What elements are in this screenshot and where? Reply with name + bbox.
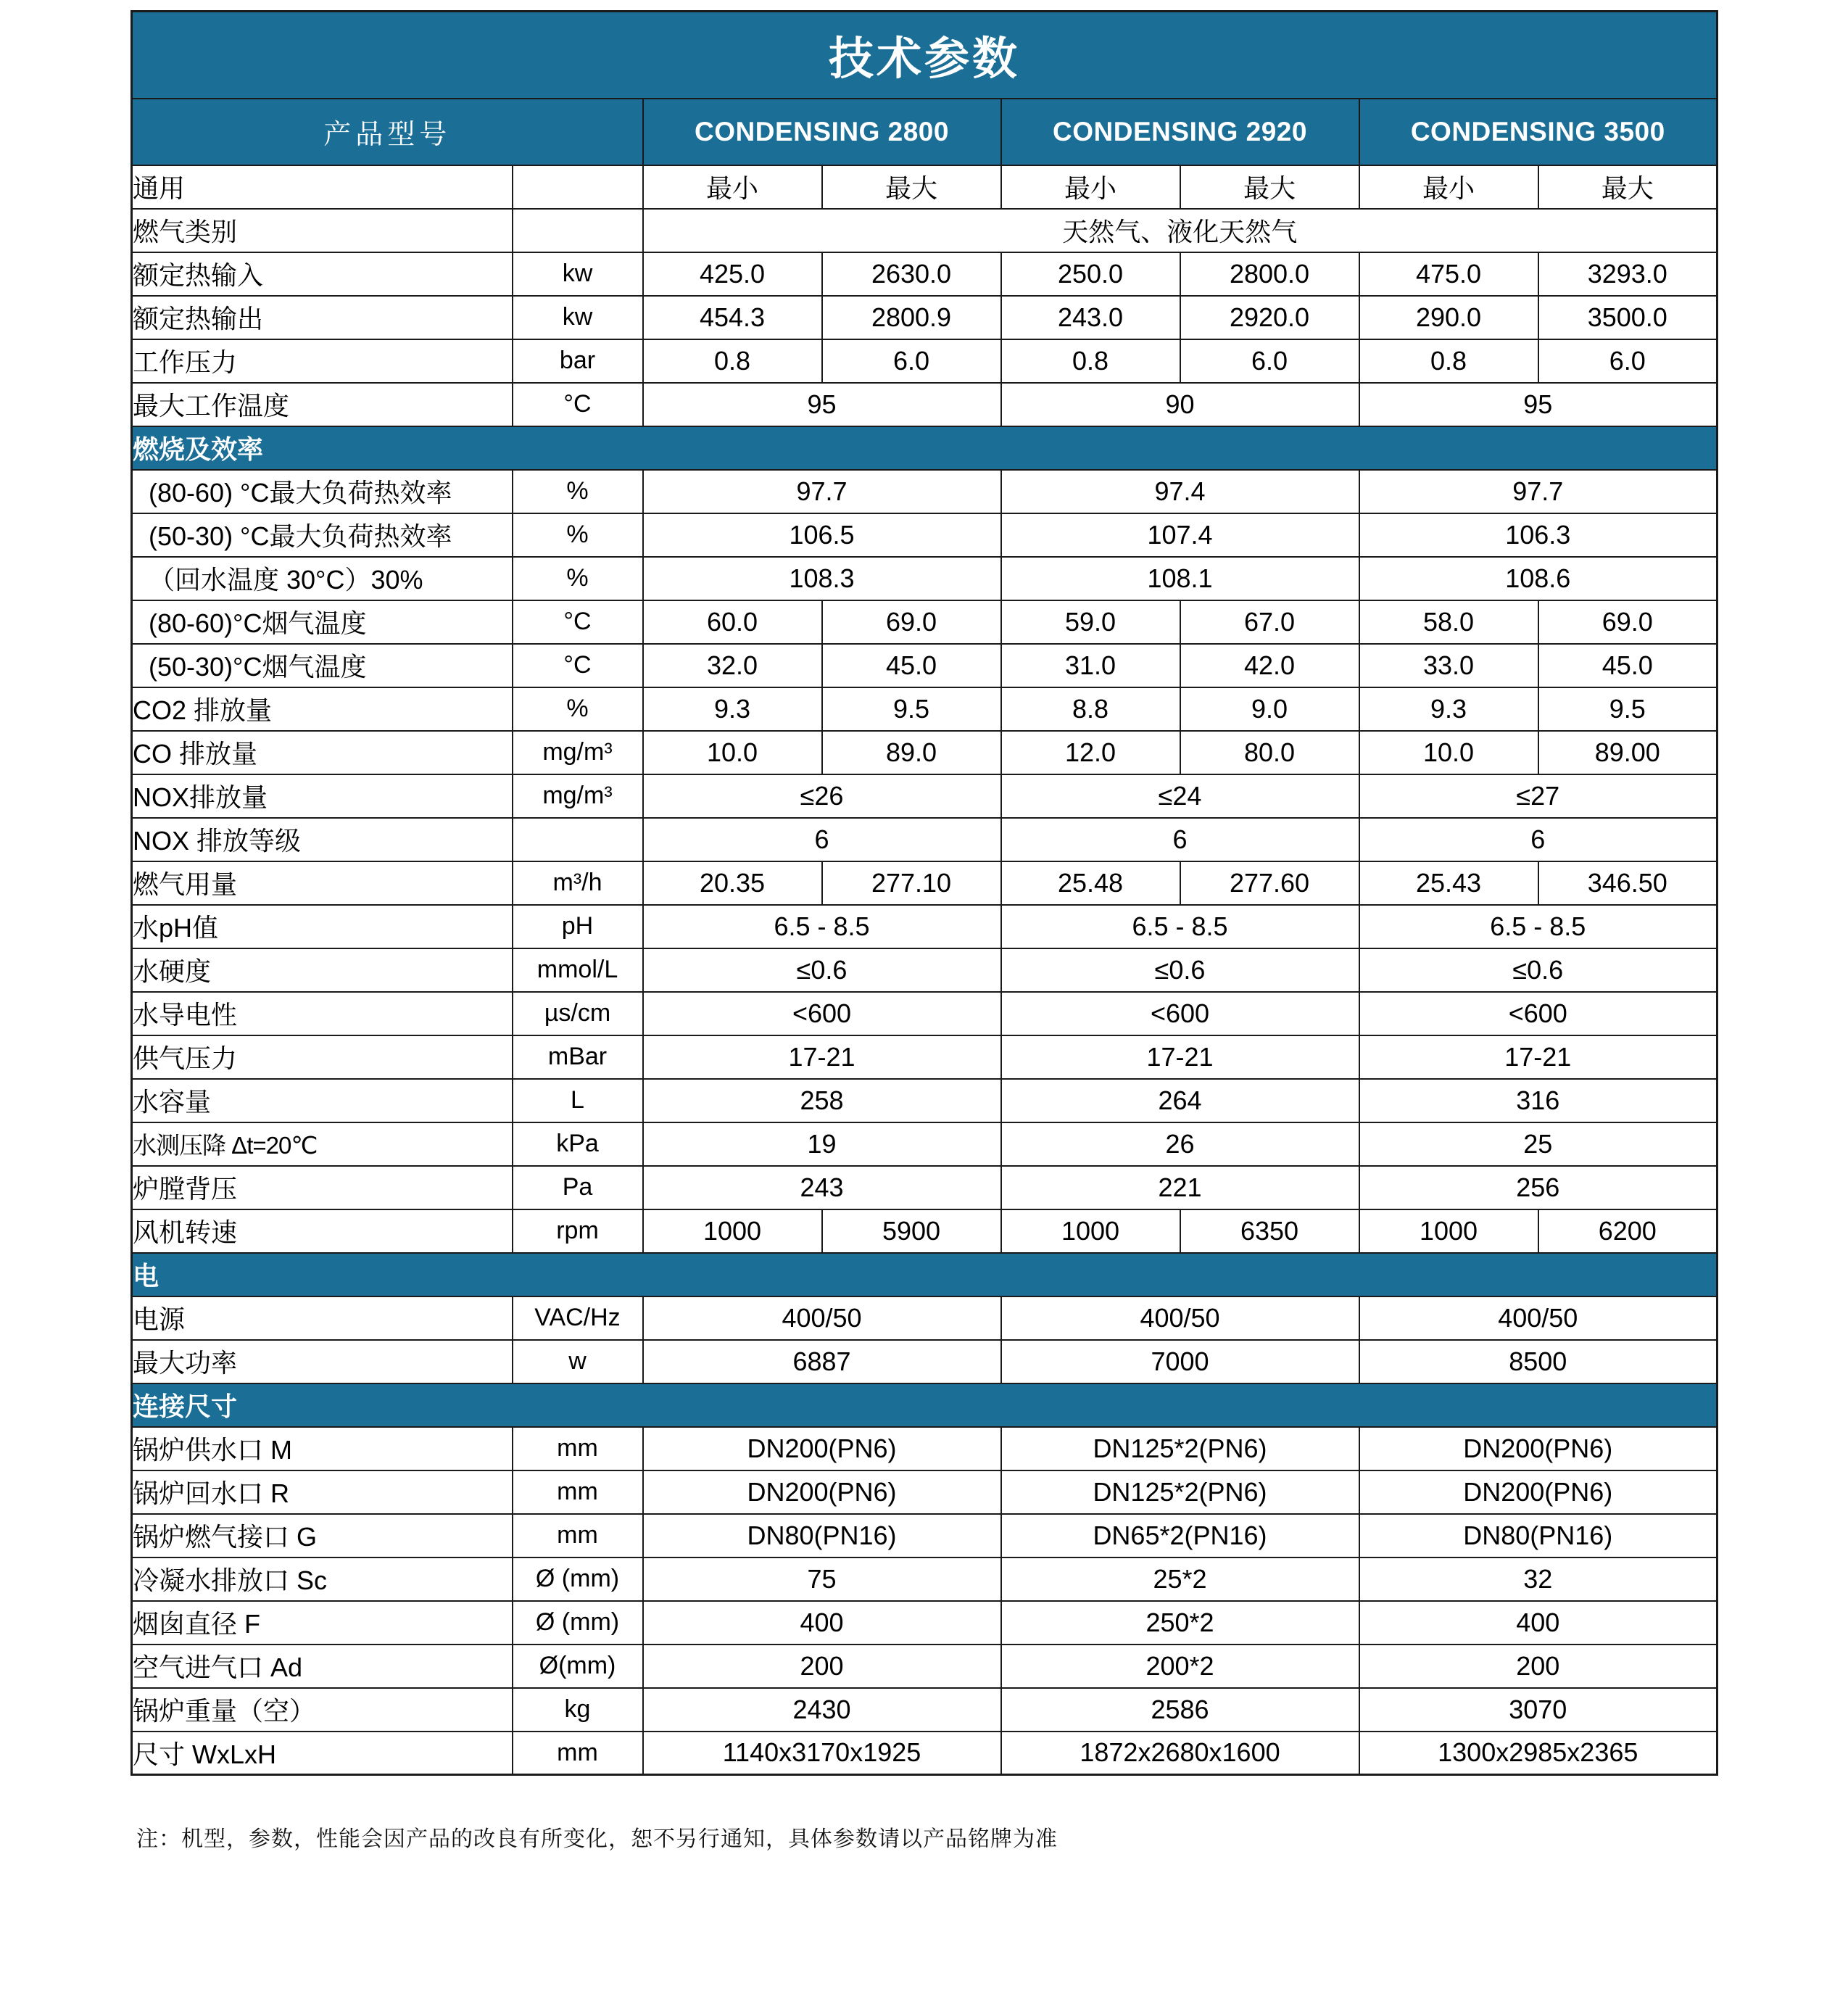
row-label: 烟囱直径 F	[132, 1601, 513, 1645]
row-value: 6	[1359, 818, 1718, 861]
row-value: 475.0	[1359, 252, 1538, 296]
row-unit: kg	[513, 1688, 643, 1732]
row-value: 277.10	[822, 861, 1001, 905]
row-value: 107.4	[1001, 513, 1359, 557]
row-value: 9.5	[822, 687, 1001, 731]
header-row-label: 产品型号	[132, 99, 643, 165]
row-value: 0.8	[1001, 339, 1180, 383]
row-value: 20.35	[643, 861, 822, 905]
row-value: 最大	[1180, 165, 1359, 209]
row-value: 6.0	[1180, 339, 1359, 383]
row-value: DN200(PN6)	[1359, 1470, 1718, 1514]
row-value: 5900	[822, 1209, 1001, 1253]
row-value: <600	[1359, 992, 1718, 1035]
row-label: 风机转速	[132, 1209, 513, 1253]
row-value: 42.0	[1180, 644, 1359, 687]
table-row	[132, 470, 1718, 513]
row-value: DN200(PN6)	[643, 1470, 1001, 1514]
row-unit: m³/h	[513, 861, 643, 905]
row-value: 2920.0	[1180, 296, 1359, 339]
table-row	[132, 1296, 1718, 1340]
row-value: 75	[643, 1557, 1001, 1601]
row-value: 2800.0	[1180, 252, 1359, 296]
model-header-1: CONDENSING 2800	[643, 99, 1001, 165]
row-value: 454.3	[643, 296, 822, 339]
row-value: 26	[1001, 1122, 1359, 1166]
row-unit: mm	[513, 1470, 643, 1514]
row-unit	[513, 818, 643, 861]
row-value: 2430	[643, 1688, 1001, 1732]
row-value: 25*2	[1001, 1557, 1359, 1601]
row-value: 200	[643, 1645, 1001, 1688]
row-value: 200*2	[1001, 1645, 1359, 1688]
technical-parameters-table	[130, 10, 1718, 1776]
row-value: 69.0	[822, 600, 1001, 644]
row-value: 9.3	[1359, 687, 1538, 731]
row-label: 锅炉燃气接口 G	[132, 1514, 513, 1557]
table-row	[132, 1340, 1718, 1383]
table-row	[132, 1209, 1718, 1253]
table-row	[132, 209, 1718, 252]
row-value: ≤24	[1001, 774, 1359, 818]
row-value: 59.0	[1001, 600, 1180, 644]
row-value: 400/50	[1359, 1296, 1718, 1340]
row-value: 290.0	[1359, 296, 1538, 339]
row-unit: mg/m³	[513, 774, 643, 818]
title-row	[132, 12, 1718, 99]
row-label: 锅炉供水口 M	[132, 1427, 513, 1470]
row-unit: mm	[513, 1514, 643, 1557]
table-row	[132, 992, 1718, 1035]
section-header-row	[132, 1383, 1718, 1427]
row-value: 2630.0	[822, 252, 1001, 296]
table-row	[132, 557, 1718, 600]
table-row	[132, 296, 1718, 339]
row-value: 250*2	[1001, 1601, 1359, 1645]
row-value: 106.5	[643, 513, 1001, 557]
row-value: 258	[643, 1079, 1001, 1122]
row-value: 25	[1359, 1122, 1718, 1166]
row-value: ≤0.6	[1359, 948, 1718, 992]
row-value: 3070	[1359, 1688, 1718, 1732]
row-unit: mg/m³	[513, 731, 643, 774]
row-unit: mm	[513, 1732, 643, 1775]
row-unit: Pa	[513, 1166, 643, 1209]
row-unit: %	[513, 557, 643, 600]
table-row	[132, 1079, 1718, 1122]
row-value: 1140x3170x1925	[643, 1732, 1001, 1775]
row-value: 400	[643, 1601, 1001, 1645]
row-label: 锅炉重量（空）	[132, 1688, 513, 1732]
row-label: 最大工作温度	[132, 383, 513, 426]
row-value: 45.0	[822, 644, 1001, 687]
row-value: 最小	[643, 165, 822, 209]
row-value: 9.0	[1180, 687, 1359, 731]
row-value: 2800.9	[822, 296, 1001, 339]
table-row	[132, 1601, 1718, 1645]
row-label: 水导电性	[132, 992, 513, 1035]
row-label: CO 排放量	[132, 731, 513, 774]
section-title: 连接尺寸	[132, 1383, 1718, 1427]
row-value: 60.0	[643, 600, 822, 644]
table-row	[132, 1470, 1718, 1514]
row-value: 6	[643, 818, 1001, 861]
row-value: 346.50	[1538, 861, 1718, 905]
section-header-row	[132, 426, 1718, 470]
row-value: 243	[643, 1166, 1001, 1209]
row-value: 243.0	[1001, 296, 1180, 339]
row-label: 锅炉回水口 R	[132, 1470, 513, 1514]
row-unit	[513, 165, 643, 209]
model-header-2: CONDENSING 2920	[1001, 99, 1359, 165]
row-value: 31.0	[1001, 644, 1180, 687]
table-row	[132, 383, 1718, 426]
row-value: <600	[1001, 992, 1359, 1035]
row-value: 89.0	[822, 731, 1001, 774]
table-row	[132, 252, 1718, 296]
row-value: 25.48	[1001, 861, 1180, 905]
row-label: 冷凝水排放口 Sc	[132, 1557, 513, 1601]
table-row	[132, 644, 1718, 687]
table-row	[132, 1732, 1718, 1775]
table-row	[132, 1688, 1718, 1732]
row-value: 19	[643, 1122, 1001, 1166]
row-unit: kPa	[513, 1122, 643, 1166]
model-header-row	[132, 99, 1718, 165]
row-label: (80-60)°C烟气温度	[132, 600, 513, 644]
row-value: 0.8	[643, 339, 822, 383]
row-value: 最小	[1001, 165, 1180, 209]
row-value: 58.0	[1359, 600, 1538, 644]
row-value: 9.3	[643, 687, 822, 731]
row-label: 尺寸 WxLxH	[132, 1732, 513, 1775]
row-value: 8.8	[1001, 687, 1180, 731]
row-value: 17-21	[1001, 1035, 1359, 1079]
row-value: 264	[1001, 1079, 1359, 1122]
row-unit: °C	[513, 600, 643, 644]
row-value: 33.0	[1359, 644, 1538, 687]
row-label: NOX 排放等级	[132, 818, 513, 861]
row-unit: %	[513, 687, 643, 731]
row-value: 6.5 - 8.5	[1359, 905, 1718, 948]
page-title: 技术参数	[132, 12, 1718, 99]
row-label: 炉膛背压	[132, 1166, 513, 1209]
row-value: 277.60	[1180, 861, 1359, 905]
table-row	[132, 687, 1718, 731]
row-value: 10.0	[643, 731, 822, 774]
row-value: 221	[1001, 1166, 1359, 1209]
row-label: 水测压降 Δt=20℃	[132, 1122, 513, 1166]
table-row	[132, 818, 1718, 861]
row-value: 108.3	[643, 557, 1001, 600]
row-value: 12.0	[1001, 731, 1180, 774]
table-row	[132, 1427, 1718, 1470]
row-value: 95	[1359, 383, 1718, 426]
table-row	[132, 600, 1718, 644]
row-value: 1872x2680x1600	[1001, 1732, 1359, 1775]
table-row	[132, 1645, 1718, 1688]
row-label: （回水温度 30°C）30%	[132, 557, 513, 600]
row-value: DN80(PN16)	[1359, 1514, 1718, 1557]
row-value: 250.0	[1001, 252, 1180, 296]
table-row	[132, 339, 1718, 383]
row-value: 106.3	[1359, 513, 1718, 557]
row-label: (80-60) °C最大负荷热效率	[132, 470, 513, 513]
row-value: DN125*2(PN6)	[1001, 1427, 1359, 1470]
row-value: 45.0	[1538, 644, 1718, 687]
row-value: DN125*2(PN6)	[1001, 1470, 1359, 1514]
row-value: 17-21	[1359, 1035, 1718, 1079]
table-row	[132, 1122, 1718, 1166]
row-value: 95	[643, 383, 1001, 426]
row-value: 0.8	[1359, 339, 1538, 383]
row-unit	[513, 209, 643, 252]
row-value: 200	[1359, 1645, 1718, 1688]
row-value: 97.7	[1359, 470, 1718, 513]
row-unit: Ø(mm)	[513, 1645, 643, 1688]
row-label: (50-30) °C最大负荷热效率	[132, 513, 513, 557]
section-title: 电	[132, 1253, 1718, 1296]
row-label: 供气压力	[132, 1035, 513, 1079]
row-value: 400/50	[1001, 1296, 1359, 1340]
row-unit: %	[513, 470, 643, 513]
row-value: ≤26	[643, 774, 1001, 818]
row-value: DN80(PN16)	[643, 1514, 1001, 1557]
row-unit: µs/cm	[513, 992, 643, 1035]
table-row	[132, 1514, 1718, 1557]
table-row	[132, 1035, 1718, 1079]
table-row	[132, 731, 1718, 774]
row-value: 8500	[1359, 1340, 1718, 1383]
row-value: 6	[1001, 818, 1359, 861]
row-unit: Ø (mm)	[513, 1601, 643, 1645]
row-value: 89.00	[1538, 731, 1718, 774]
row-value: 256	[1359, 1166, 1718, 1209]
row-value: 6350	[1180, 1209, 1359, 1253]
row-unit: rpm	[513, 1209, 643, 1253]
row-value: 6.0	[1538, 339, 1718, 383]
row-value: 最大	[822, 165, 1001, 209]
row-value: DN200(PN6)	[1359, 1427, 1718, 1470]
row-label: 额定热输出	[132, 296, 513, 339]
row-unit: pH	[513, 905, 643, 948]
row-value: 6.5 - 8.5	[1001, 905, 1359, 948]
table-row	[132, 1166, 1718, 1209]
row-unit: Ø (mm)	[513, 1557, 643, 1601]
row-value: 7000	[1001, 1340, 1359, 1383]
row-value: 32	[1359, 1557, 1718, 1601]
row-label: 最大功率	[132, 1340, 513, 1383]
table-row	[132, 861, 1718, 905]
row-value: DN65*2(PN16)	[1001, 1514, 1359, 1557]
row-label: 燃气用量	[132, 861, 513, 905]
row-value: 400	[1359, 1601, 1718, 1645]
row-value: 108.1	[1001, 557, 1359, 600]
row-value: 69.0	[1538, 600, 1718, 644]
table-row	[132, 905, 1718, 948]
row-unit: w	[513, 1340, 643, 1383]
row-value: 400/50	[643, 1296, 1001, 1340]
row-label: 水pH值	[132, 905, 513, 948]
row-label: (50-30)°C烟气温度	[132, 644, 513, 687]
row-value: 32.0	[643, 644, 822, 687]
row-value: ≤27	[1359, 774, 1718, 818]
row-unit: mmol/L	[513, 948, 643, 992]
section-header-row	[132, 1253, 1718, 1296]
row-value: 最小	[1359, 165, 1538, 209]
model-header-3: CONDENSING 3500	[1359, 99, 1718, 165]
row-unit: bar	[513, 339, 643, 383]
footnote-text: 注：机型，参数，性能会因产品的改良有所变化，恕不另行通知，具体参数请以产品铭牌为准	[136, 1827, 1058, 1851]
row-value: 316	[1359, 1079, 1718, 1122]
row-unit: mBar	[513, 1035, 643, 1079]
row-value: ≤0.6	[1001, 948, 1359, 992]
row-label: 燃气类别	[132, 209, 513, 252]
row-value: 108.6	[1359, 557, 1718, 600]
row-value: 6887	[643, 1340, 1001, 1383]
row-value: 1000	[1359, 1209, 1538, 1253]
row-unit: °C	[513, 644, 643, 687]
row-value: 97.7	[643, 470, 1001, 513]
row-value: 3293.0	[1538, 252, 1718, 296]
row-unit: %	[513, 513, 643, 557]
row-value: 3500.0	[1538, 296, 1718, 339]
row-label: 工作压力	[132, 339, 513, 383]
row-label: 电源	[132, 1296, 513, 1340]
row-value: 67.0	[1180, 600, 1359, 644]
row-label: NOX排放量	[132, 774, 513, 818]
row-value: 天然气、液化天然气	[643, 209, 1718, 252]
table-row	[132, 513, 1718, 557]
row-unit: mm	[513, 1427, 643, 1470]
row-value: 90	[1001, 383, 1359, 426]
row-value: 最大	[1538, 165, 1718, 209]
row-value: 6.0	[822, 339, 1001, 383]
row-value: 17-21	[643, 1035, 1001, 1079]
row-value: 10.0	[1359, 731, 1538, 774]
row-value: 6200	[1538, 1209, 1718, 1253]
row-value: 1000	[1001, 1209, 1180, 1253]
row-label: 额定热输入	[132, 252, 513, 296]
section-title: 燃烧及效率	[132, 426, 1718, 470]
row-unit: VAC/Hz	[513, 1296, 643, 1340]
row-label: 水硬度	[132, 948, 513, 992]
row-value: 80.0	[1180, 731, 1359, 774]
table-row	[132, 1557, 1718, 1601]
row-label: 空气进气口 Ad	[132, 1645, 513, 1688]
row-value: 1000	[643, 1209, 822, 1253]
row-label: 水容量	[132, 1079, 513, 1122]
row-value: 97.4	[1001, 470, 1359, 513]
row-value: 9.5	[1538, 687, 1718, 731]
row-value: 2586	[1001, 1688, 1359, 1732]
row-unit: kw	[513, 252, 643, 296]
row-value: <600	[643, 992, 1001, 1035]
row-unit: kw	[513, 296, 643, 339]
row-value: DN200(PN6)	[643, 1427, 1001, 1470]
row-unit: °C	[513, 383, 643, 426]
row-value: ≤0.6	[643, 948, 1001, 992]
row-label: 通用	[132, 165, 513, 209]
row-value: 1300x2985x2365	[1359, 1732, 1718, 1775]
row-unit: L	[513, 1079, 643, 1122]
table-row	[132, 165, 1718, 209]
row-value: 425.0	[643, 252, 822, 296]
row-label: CO2 排放量	[132, 687, 513, 731]
row-value: 25.43	[1359, 861, 1538, 905]
table-row	[132, 948, 1718, 992]
table-row	[132, 774, 1718, 818]
row-value: 6.5 - 8.5	[643, 905, 1001, 948]
